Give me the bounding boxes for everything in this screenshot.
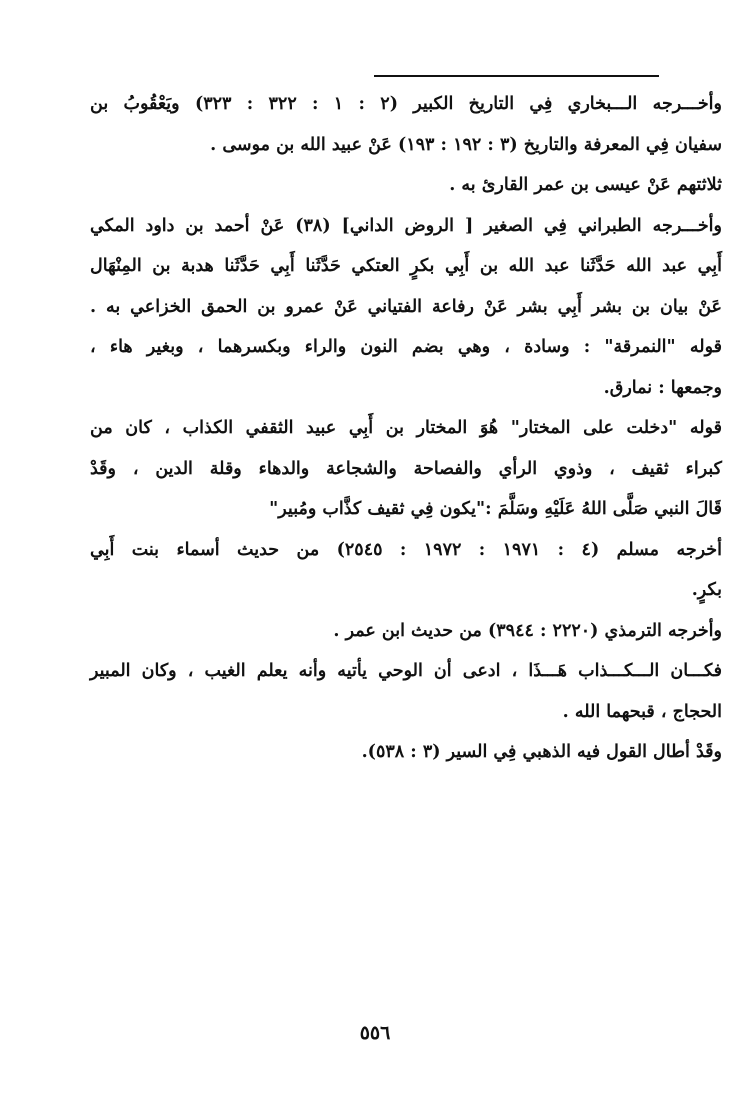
text-line-3: ثلاثتهم عَنْ عيسى بن عمر القارئ به . xyxy=(449,175,722,195)
text-line-1: وأخـــرجه الـــبخاري فِي التاريخ الكبير (٢ : ١ : ٣٢٢ : ٣٢٣) ويَعْقُوبُ بن xyxy=(90,94,722,114)
text-line-16: الحجاج ، قبحهما الله . xyxy=(562,701,722,722)
text-line-6: عَنْ بيان بن بشر أَبِي بشر عَنْ رفاعة الفتياني عَنْ عمرو بن الحمق الخزاعي به . xyxy=(90,296,722,317)
text-line-17: وقَدْ أطال القول فيه الذهبي فِي السير (٣ : ٥٣٨). xyxy=(361,742,722,762)
page-number: ٥٥٦ xyxy=(359,1022,391,1044)
text-line-11: قَالَ النبي صَلَّى اللهُ عَلَيْهِ وسَلَّمَ :"يكون فِي ثقيف كذَّاب ومُبير" xyxy=(269,499,722,519)
text-line-4: وأخـــرجه الطبراني فِي الصغير [ الروض الداني] (٣٨) عَنْ أحمد بن داود المكي xyxy=(90,215,722,236)
text-line-5: أَبِي عبد الله حَدَّثَنا عبد الله بن أَبِي بكرٍ العتكي حَدَّثَنا أَبِي حَدَّثَنا هدبة بن المِنْهَال xyxy=(90,256,722,276)
text-line-9: قوله "دخلت على المختار" هُوَ المختار بن أَبِي عبيد الثقفي الكذاب ، كان من xyxy=(90,418,722,438)
text-line-14: وأخرجه الترمذي (٢٢٢٠ : ٣٩٤٤) من حديث ابن عمر . xyxy=(333,620,722,641)
text-line-8: وجمعها : نمارق. xyxy=(603,377,722,398)
text-line-13: بكرٍ. xyxy=(691,580,722,600)
text-line-10: كبراء ثقيف ، وذوي الرأي والفصاحة والشجاعة والدهاء وقلة الدين ، وقَدْ xyxy=(90,458,722,479)
footnote-separator-rule xyxy=(374,75,659,77)
text-line-2: سفيان فِي المعرفة والتاريخ (٣ : ١٩٢ : ١٩٣) عَنْ عبيد الله بن موسى . xyxy=(210,134,722,155)
text-line-7: قوله "النمرقة" : وسادة ، وهي بضم النون والراء وبكسرهما ، وبغير هاء ، xyxy=(90,337,722,357)
text-line-12: أخرجه مسلم (٤ : ١٩٧١ : ١٩٧٢ : ٢٥٤٥) من حديث أسماء بنت أَبِي xyxy=(90,539,722,560)
footnote-text xyxy=(90,84,722,773)
text-line-15: فكـــان الـــكـــذاب هَـــذَا ، ادعى أن الوحي يأتيه وأنه يعلم الغيب ، وكان المبير xyxy=(90,661,722,681)
